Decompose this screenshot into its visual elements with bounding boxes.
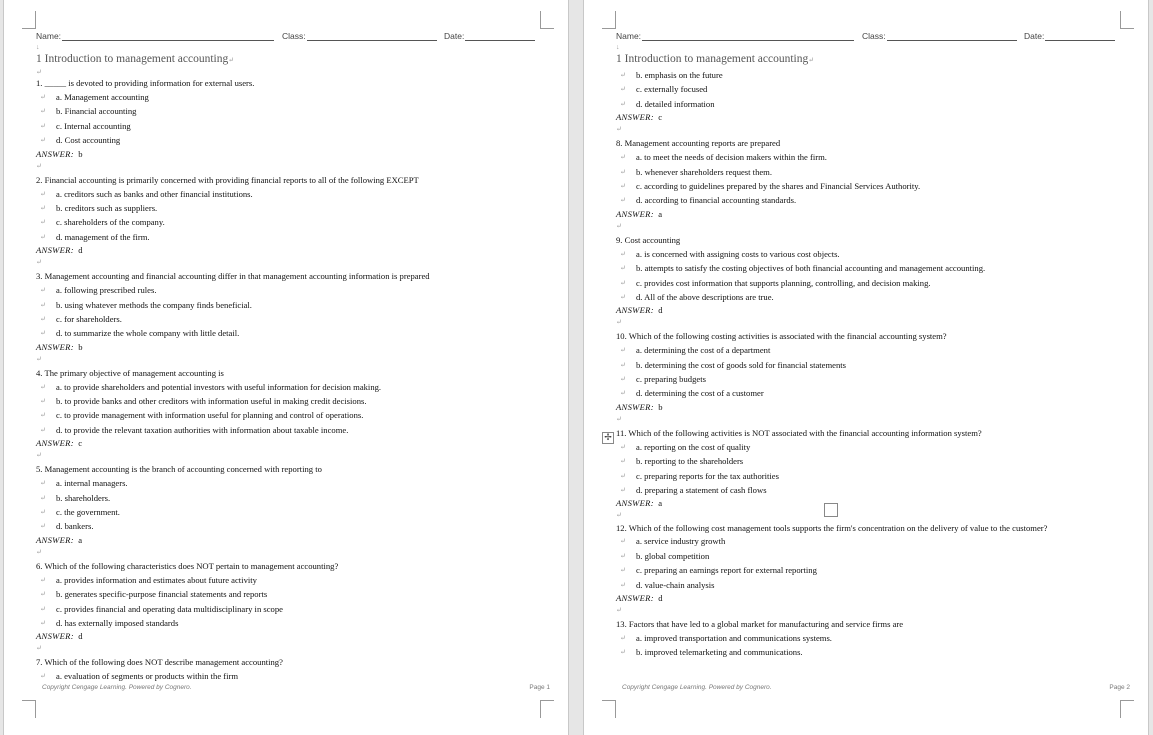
answer-option[interactable] [36,187,541,201]
tab-mark: ↵ [40,672,46,681]
tab-mark: ↵ [40,522,46,531]
paragraph-mark: ↵ [36,258,42,267]
answer-option[interactable] [36,326,541,340]
question-text: 9. Cost accounting [616,234,681,245]
answer-label: ANSWER: [616,498,654,509]
question-list [36,76,541,684]
tab-mark: ↵ [620,71,626,79]
name-field[interactable] [642,31,854,41]
answer-value: c [658,112,663,123]
answer-value: d [658,305,663,316]
option-text: d. bankers. [56,521,94,532]
answer-option[interactable] [36,104,541,118]
option-text: c. preparing an earnings report for external reporting [636,565,817,576]
tab-mark: ↵ [40,107,46,116]
answer-option[interactable] [36,119,541,133]
option-text: c. for shareholders. [56,313,122,324]
answer-line [36,630,541,643]
option-text: d. detailed information [636,98,715,109]
answer-option[interactable] [36,394,541,408]
tab-mark: ↵ [620,633,626,642]
option-text: c. the government. [56,507,120,518]
answer-label: ANSWER: [616,112,654,123]
footer-page-number: Page 1 [529,684,550,691]
answer-label: ANSWER: [36,148,74,159]
option-text: a. service industry growth [636,536,726,547]
answer-option[interactable] [616,290,1121,304]
answer-line [36,341,541,354]
option-text: c. preparing budgets [636,374,706,385]
answer-option[interactable] [36,423,541,437]
answer-option[interactable] [36,587,541,601]
footer-copyright: Copyright Cengage Learning. Powered by Cognero. [42,684,192,691]
answer-line [36,437,541,450]
option-text: b. determining the cost of goods sold for financial statements [636,359,847,370]
page-body [36,31,541,684]
name-field[interactable] [62,31,274,41]
footer-page-number: Page 2 [1109,684,1130,691]
footer-copyright: Copyright Cengage Learning. Powered by Cognero. [622,684,772,691]
answer-label: ANSWER: [36,341,74,352]
tab-mark: ↵ [620,360,626,369]
option-text: c. according to guidelines prepared by the shares and Financial Services Authority. [636,180,921,191]
option-text: a. provides information and estimates about future activity [56,574,257,585]
crop-mark [540,11,554,29]
question-text: 1. _____ is devoted to providing information for external users. [36,78,255,88]
answer-line [616,497,1121,510]
answer-option[interactable] [616,549,1121,563]
option-text: a. is concerned with assigning costs to various cost objects. [636,248,840,259]
option-text: c. preparing reports for the tax authorities [636,470,779,481]
answer-option[interactable] [36,602,541,616]
tab-mark: ↵ [620,196,626,205]
answer-value: c [78,438,83,449]
tab-mark: ↵ [40,575,46,584]
tab-mark: ↵ [40,136,46,145]
crop-mark [602,700,616,718]
class-field[interactable] [307,31,437,41]
option-text: c. provides financial and operating data multidisciplinary in scope [56,603,283,614]
date-field[interactable] [1045,31,1115,41]
answer-option[interactable] [616,179,1121,193]
tab-mark: ↵ [40,203,46,212]
chapter-title: 1 Introduction to management accounting↵ [616,53,815,65]
question-text: 12. Which of the following cost management tools supports the firm's concentration on the delivery of value to the customer? [616,523,1048,534]
tab-mark: ↵ [620,153,626,162]
header-fields [36,31,541,43]
answer-value: d [78,245,83,256]
answer-option[interactable] [616,454,1121,468]
answer-option[interactable] [616,440,1121,454]
tab-mark: ↵ [620,167,626,176]
tab-mark: ↵ [40,232,46,241]
answer-option[interactable] [36,201,541,215]
option-text: a. to meet the needs of decision makers within the firm. [636,152,827,163]
tab-mark: ↵ [620,551,626,560]
answer-option[interactable] [616,563,1121,577]
answer-option[interactable] [36,380,541,394]
tab-mark: ↵ [40,121,46,130]
tab-mark: ↵ [620,471,626,480]
option-text: d. management of the firm. [56,231,150,242]
option-text: d. preparing a statement of cash flows [636,485,767,496]
answer-label: ANSWER: [616,592,654,603]
paragraph-mark: ↵ [36,644,42,653]
date-field[interactable] [465,31,535,41]
date-label: Date: [444,31,465,41]
answer-line [36,244,541,257]
name-label: Name: [616,31,642,41]
tab-mark: ↵ [40,618,46,627]
answer-value: d [78,631,83,642]
crop-mark [22,700,36,718]
option-text: d. according to financial accounting standards. [636,195,797,206]
tab-mark: ↵ [620,181,626,190]
tab-mark: ↵ [40,189,46,198]
paragraph-mark: ↵ [616,414,622,423]
document-page-2 [583,0,1149,735]
document-page-1 [3,0,569,735]
answer-option[interactable] [616,386,1121,400]
tab-mark: ↵ [40,425,46,434]
answer-value: b [78,341,83,352]
class-label: Class: [282,31,306,41]
answer-option[interactable] [616,150,1121,164]
tab-mark: ↵ [40,286,46,295]
answer-option[interactable] [616,343,1121,357]
answer-value: a [78,534,83,545]
option-text: c. Internal accounting [56,120,131,131]
answer-option[interactable] [36,408,541,422]
crop-mark [22,11,36,29]
header-fields [616,31,1121,43]
option-text: a. internal managers. [56,478,128,489]
tab-mark: ↵ [40,382,46,391]
answer-option[interactable] [616,276,1121,290]
answer-line [616,208,1121,221]
tab-mark: ↵ [40,300,46,309]
tab-mark: ↵ [620,537,626,546]
tab-mark: ↵ [40,314,46,323]
tab-mark: ↵ [40,411,46,420]
answer-line [36,148,541,161]
answer-option[interactable] [616,578,1121,592]
option-text: b. global competition [636,550,710,561]
answer-option[interactable] [36,476,541,490]
answer-option[interactable] [36,283,541,297]
paragraph-mark: ↵ [616,605,622,614]
question-text: 4. The primary objective of management accounting is [36,367,224,378]
tab-mark: ↵ [40,93,46,101]
paragraph-mark: ↵ [36,451,42,460]
option-text: a. reporting on the cost of quality [636,441,751,452]
answer-option[interactable] [616,469,1121,483]
tab-mark: ↵ [40,590,46,599]
answer-label: ANSWER: [616,401,654,412]
tab-mark: ↵ [620,442,626,451]
option-text: a. determining the cost of a department [636,345,771,356]
option-text: b. reporting to the shareholders [636,456,744,467]
answer-value: a [658,208,663,219]
answer-option[interactable] [616,97,1121,111]
tab-mark: ↵ [620,278,626,287]
option-text: d. has externally imposed standards [56,617,179,628]
option-text: b. Financial accounting [56,106,137,117]
answer-option[interactable] [36,230,541,244]
option-text: b. whenever shareholders request them. [636,166,773,177]
tab-mark: ↵ [620,99,626,108]
option-text: d. value-chain analysis [636,579,715,590]
question-text: 3. Management accounting and financial accounting differ in that management accounting information is prepared [36,271,430,282]
option-text: c. externally focused [636,84,708,95]
question-text: 11. Which of the following activities is NOT associated with the financial accounting information system? [616,427,982,438]
question-text: 2. Financial accounting is primarily concerned with providing financial reports to all of the following EXCEPT [36,174,419,185]
tab-mark: ↵ [40,329,46,338]
option-text: d. All of the above descriptions are true. [636,291,774,302]
question-text: 5. Management accounting is the branch of accounting concerned with reporting to [36,464,322,475]
tab-mark: ↵ [40,508,46,517]
answer-line [616,592,1121,605]
answer-option[interactable] [36,616,541,630]
option-text: a. evaluation of segments or products within the firm [56,671,239,682]
tab-mark: ↵ [620,486,626,495]
answer-option[interactable] [616,372,1121,386]
tab-mark: ↵ [40,479,46,488]
crop-mark [1120,11,1134,29]
answer-line [616,111,1121,124]
answer-option[interactable] [36,298,541,312]
paragraph-mark: ↵ [616,318,622,327]
answer-option[interactable] [36,133,541,147]
option-text: a. Management accounting [56,92,149,102]
tab-mark: ↵ [620,457,626,466]
date-label: Date: [1024,31,1045,41]
option-text: b. emphasis on the future [636,70,723,80]
answer-option[interactable] [616,631,1121,645]
answer-option[interactable] [36,312,541,326]
answer-option[interactable] [36,669,541,683]
answer-label: ANSWER: [36,245,74,256]
answer-value: d [658,592,663,603]
answer-option[interactable] [616,358,1121,372]
answer-line [616,401,1121,414]
option-text: b. to provide banks and other creditors with information useful in making credit decisions. [56,396,367,407]
answer-value: a [658,498,663,509]
name-label: Name: [36,31,62,41]
answer-option[interactable] [616,261,1121,275]
paragraph-mark: ↵ [616,125,622,134]
option-text: a. creditors such as banks and other financial institutions. [56,188,253,199]
answer-option[interactable] [616,247,1121,261]
class-label: Class: [862,31,886,41]
option-text: b. using whatever methods the company finds beneficial. [56,299,252,310]
answer-label: ANSWER: [36,534,74,545]
answer-label: ANSWER: [616,305,654,316]
tab-mark: ↵ [40,397,46,406]
tab-mark: ↵ [620,566,626,575]
answer-line [36,534,541,547]
answer-option[interactable] [616,193,1121,207]
tab-mark: ↵ [620,648,626,657]
answer-label: ANSWER: [616,208,654,219]
answer-value: b [78,148,83,159]
answer-option[interactable] [36,573,541,587]
crop-mark [540,700,554,718]
question-list [616,68,1121,660]
option-text: b. generates specific-purpose financial statements and reports [56,589,268,600]
answer-label: ANSWER: [36,631,74,642]
answer-option[interactable] [616,534,1121,548]
move-handle-icon[interactable]: ✢ [602,432,614,444]
question-text: 6. Which of the following characteristics does NOT pertain to management accounting? [36,560,339,571]
crop-mark [1120,700,1134,718]
tab-mark: ↵ [620,580,626,589]
checkbox-icon[interactable] [824,503,838,517]
tab-mark: ↵ [620,264,626,273]
option-text: b. improved telemarketing and communications. [636,647,803,658]
question-text: 13. Factors that have led to a global market for manufacturing and service firms are [616,618,904,629]
option-text: d. determining the cost of a customer [636,388,764,399]
answer-label: ANSWER: [36,438,74,449]
tab-mark: ↵ [40,493,46,502]
paragraph-mark: ↵ [616,511,622,520]
answer-option[interactable] [616,645,1121,659]
option-text: b. shareholders. [56,492,111,503]
question-text: 10. Which of the following costing activities is associated with the financial accounting system? [616,331,947,342]
paragraph-mark: ↵ [36,161,42,170]
paragraph-mark: ↵ [616,221,622,230]
option-text: d. to provide the relevant taxation authorities with information about taxable income. [56,424,349,435]
tab-mark: ↵ [620,389,626,398]
answer-option[interactable] [36,491,541,505]
answer-option[interactable] [616,165,1121,179]
tab-mark: ↵ [40,218,46,227]
tab-mark: ↵ [620,85,626,94]
answer-line [616,304,1121,317]
option-text: d. to summarize the whole company with little detail. [56,328,240,339]
question-text: 7. Which of the following does NOT describe management accounting? [36,657,283,668]
chapter-title: 1 Introduction to management accounting↵ [36,53,235,65]
option-text: a. following prescribed rules. [56,285,157,296]
tab-mark: ↵ [620,375,626,384]
answer-option[interactable] [616,82,1121,96]
option-text: c. shareholders of the company. [56,217,165,228]
tab-mark: ↵ [620,249,626,258]
paragraph-mark: ↵ [36,68,42,76]
option-text: a. to provide shareholders and potential investors with useful information for decision making. [56,381,382,392]
option-text: d. Cost accounting [56,135,121,146]
paragraph-mark: ↓ [616,43,620,51]
page-body [616,31,1121,660]
option-text: b. creditors such as suppliers. [56,202,158,213]
option-text: a. improved transportation and communications systems. [636,632,832,643]
tab-mark: ↵ [620,346,626,355]
paragraph-mark: ↵ [36,547,42,556]
crop-mark [602,11,616,29]
tab-mark: ↵ [620,292,626,301]
option-text: c. provides cost information that supports planning, controlling, and decision making. [636,277,931,288]
option-text: c. to provide management with information useful for planning and control of operations. [56,410,364,421]
answer-option[interactable] [36,90,541,104]
answer-option[interactable] [616,483,1121,497]
answer-option[interactable] [36,519,541,533]
option-text: b. attempts to satisfy the costing objectives of both financial accounting and management accounting. [636,263,986,274]
answer-value: b [658,401,663,412]
answer-option[interactable] [616,68,1121,82]
class-field[interactable] [887,31,1017,41]
tab-mark: ↵ [40,604,46,613]
question-text: 8. Management accounting reports are prepared [616,138,781,149]
paragraph-mark: ↵ [36,354,42,363]
answer-option[interactable] [36,505,541,519]
answer-option[interactable] [36,215,541,229]
paragraph-mark: ↓ [36,43,40,51]
